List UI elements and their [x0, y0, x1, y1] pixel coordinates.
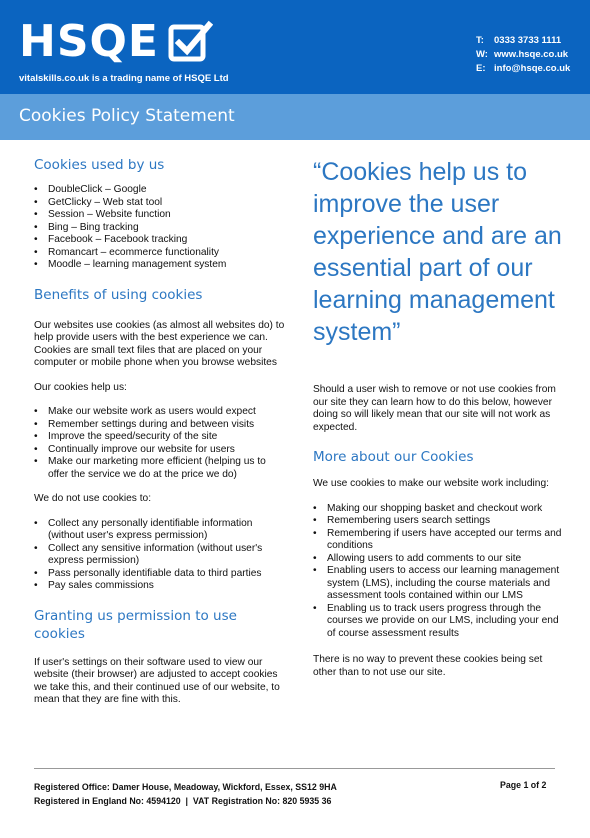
footer-divider	[34, 768, 555, 769]
list-item: • Session – Website function	[34, 209, 286, 222]
header-bar	[0, 0, 590, 94]
section-title-cookies-used: Cookies used by us	[34, 157, 165, 173]
website-work-list	[313, 503, 563, 641]
cookies-help-list	[34, 406, 286, 481]
section-title-more-about: More about our Cookies	[313, 449, 474, 465]
contact-block	[476, 34, 570, 76]
section-title-benefits: Benefits of using cookies	[34, 286, 203, 303]
footer-company-no: Registered in England No: 4594120 | VAT Registration No: 820 5935 36	[34, 796, 332, 806]
list-item: • GetClicky – Web stat tool	[34, 197, 286, 210]
section-title-permission: Granting us permission to use cookies	[34, 607, 237, 642]
trading-name: vitalskills.co.uk is a trading name of HSQE Ltd	[19, 73, 229, 84]
list-item: • Continually improve our website for users	[34, 444, 286, 457]
paragraph: Our websites use cookies (as almost all websites do) to help provide users with the best experience we can.	[34, 319, 285, 343]
paragraph: Should a user wish to remove or not use cookies from our site they can learn how to do this below, however doing so will likely mean that our site will not work as expected.	[313, 384, 556, 433]
left-column	[34, 156, 286, 707]
contact-website[interactable]: W: www.hsqe.co.uk	[476, 49, 569, 60]
paragraph: There is no way to prevent these cookies being set other than to not use our site.	[313, 654, 543, 678]
title-band	[0, 94, 590, 140]
list-item: • DoubleClick – Google	[34, 184, 286, 197]
paragraph: We do not use cookies to:	[34, 493, 152, 504]
right-column	[313, 156, 563, 679]
list-item: • Improve the speed/security of the site	[34, 431, 286, 444]
page-number: Page 1 of 2	[500, 780, 547, 790]
paragraph: We use cookies to make our website work including:	[313, 478, 549, 489]
paragraph: If user's settings on their software used to view our website (their browser) are adjusted to accept cookies we take this, and their continued use of our website, to mean that they are fine with this.	[34, 656, 280, 705]
list-item: • Remembering users search settings	[313, 515, 563, 528]
pull-quote: “Cookies help us to improve the user experience and are an essential part of our learning management system”	[313, 158, 562, 346]
paragraph: Our cookies help us:	[34, 381, 127, 393]
contact-email[interactable]: E: info@hsqe.co.uk	[476, 63, 571, 74]
logo-text: HSQE	[19, 16, 159, 67]
list-item: • Pass personally identifiable data to third parties	[34, 568, 286, 581]
list-item: • Bing – Bing tracking	[34, 222, 286, 235]
hsqe-logo	[19, 16, 213, 68]
contact-phone: T: 0333 3733 1111	[476, 35, 562, 46]
list-item: • Collect any sensitive information (without user's express permission)	[34, 543, 286, 568]
list-item: • Moodle – learning management system	[34, 259, 286, 272]
list-item: • Pay sales commissions	[34, 580, 286, 593]
list-item: • Collect any personally identifiable information (without user's express permission)	[34, 518, 286, 543]
list-item: • Enabling us to track users progress through the courses we provide on our LMS, including your end of course assessment results	[313, 603, 563, 641]
list-item: • Enabling users to access our learning management system (LMS), including the course materials and assessment tools contained within our LMS	[313, 565, 563, 603]
list-item: • Remember settings during and between visits	[34, 419, 286, 432]
checkbox-check-icon	[167, 19, 213, 65]
list-item: • Make our website work as users would expect	[34, 406, 286, 419]
footer-office: Registered Office: Damer House, Meadoway, Wickford, Essex, SS12 9HA	[34, 782, 337, 792]
paragraph: Cookies are small text files that are placed on your computer or mobile phone when you browse websites	[34, 344, 277, 368]
list-item: • Facebook – Facebook tracking	[34, 234, 286, 247]
do-not-use-list	[34, 518, 286, 593]
list-item: • Remembering if users have accepted our terms and conditions	[313, 528, 563, 553]
list-item: • Making our shopping basket and checkout work	[313, 503, 563, 516]
list-item: • Allowing users to add comments to our site	[313, 553, 563, 566]
list-item: • Make our marketing more efficient (helping us to offer the service we do at the price we do)	[34, 456, 286, 481]
list-item: • Romancart – ecommerce functionality	[34, 247, 286, 260]
page-title: Cookies Policy Statement	[19, 106, 235, 126]
cookies-used-list	[34, 184, 286, 272]
footer-registration	[34, 780, 337, 808]
